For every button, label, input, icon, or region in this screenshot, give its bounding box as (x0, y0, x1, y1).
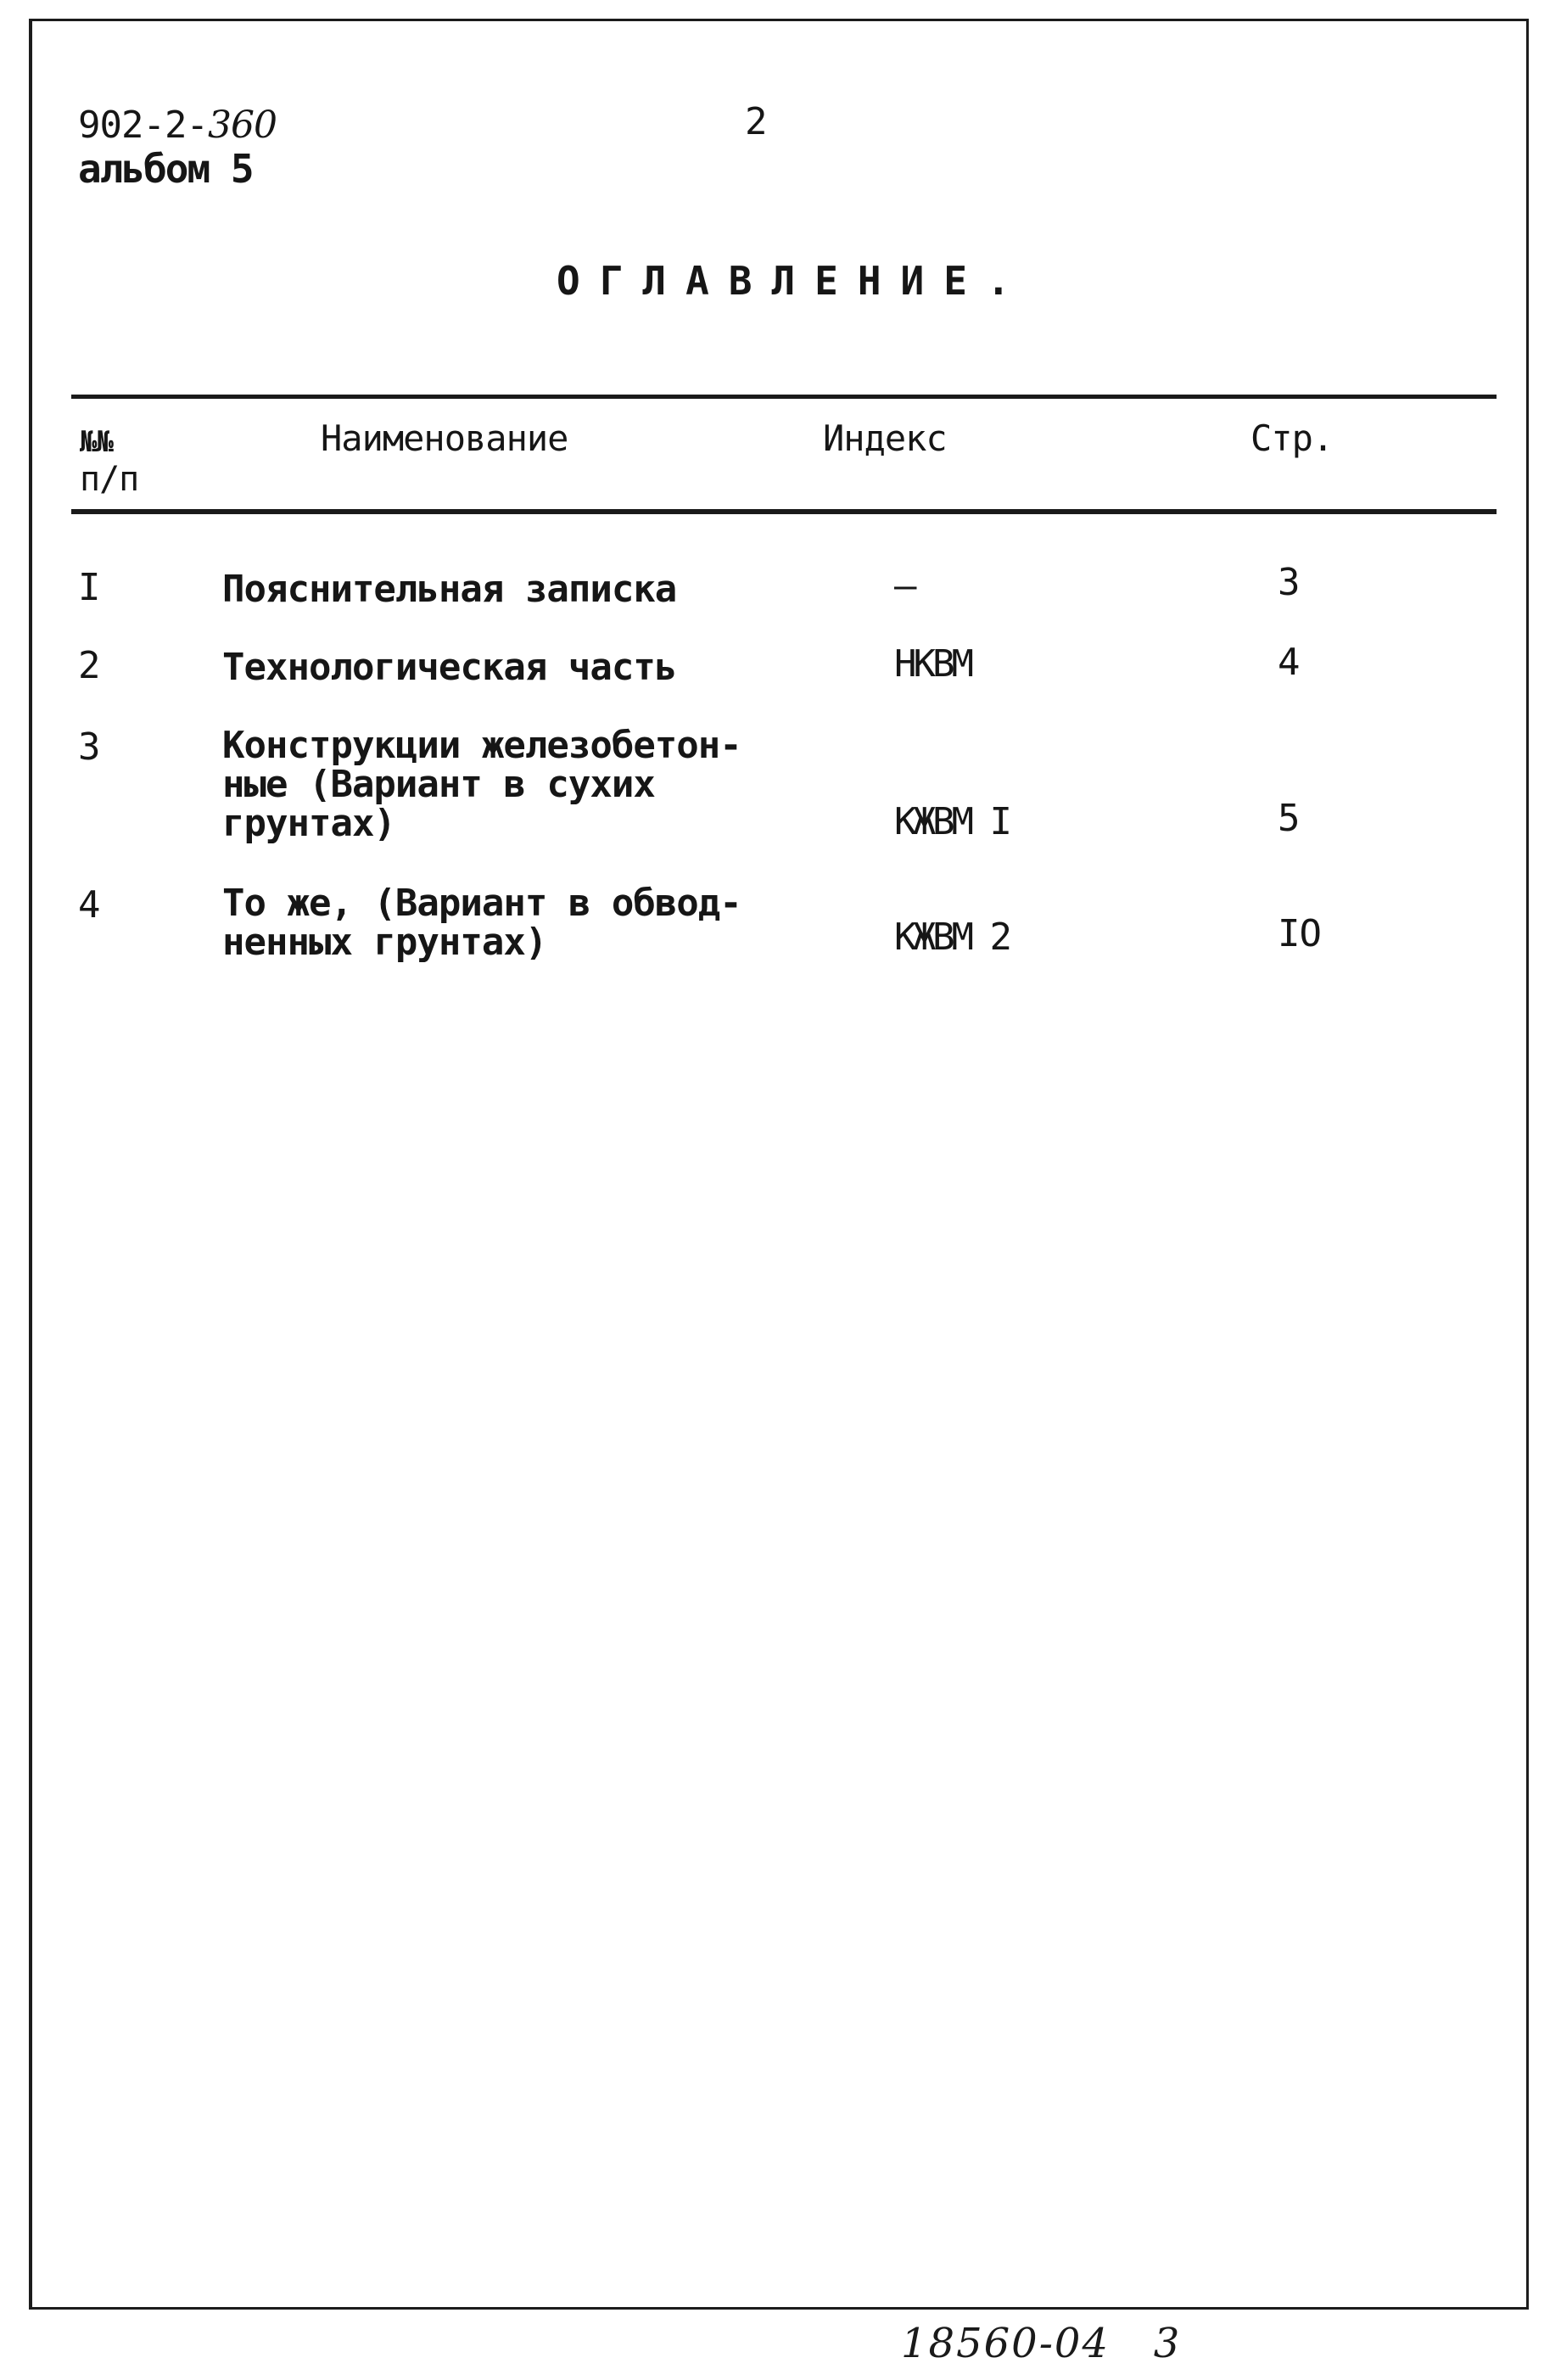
row-4-page: IO (1278, 912, 1321, 955)
inventory-stamp (901, 2321, 1181, 2366)
column-header-name: Наименование (321, 417, 568, 459)
row-3-index: КЖВМ I (894, 800, 1009, 843)
inventory-number: 18560-04 (901, 2320, 1110, 2367)
document-code (78, 105, 277, 146)
row-2-number: 2 (78, 644, 100, 687)
row-2-index: НКВМ (894, 642, 971, 686)
inventory-page: 3 (1153, 2320, 1182, 2367)
row-2-name: Технологическая часть (222, 646, 677, 689)
row-1-index: – (894, 564, 914, 608)
row-3-page: 5 (1278, 797, 1300, 840)
row-3-name: Конструкции железобетон- ные (Вариант в сухих грунтах) (222, 724, 741, 845)
row-2-page: 4 (1278, 641, 1300, 684)
row-3-number: 3 (78, 725, 100, 769)
series-prefix: 902-2- (78, 104, 208, 147)
row-1-name: Пояснительная записка (222, 568, 677, 611)
row-1-page: 3 (1278, 561, 1300, 604)
table-header-rule (71, 509, 1497, 514)
page-frame (29, 19, 1529, 2310)
row-1-number: I (78, 566, 100, 609)
table-top-rule (71, 395, 1497, 399)
row-4-name: То же, (Вариант в обвод- ненных грунтах) (222, 882, 741, 964)
page-title: ОГЛАВЛЕНИЕ. (557, 258, 1030, 304)
album-label: альбом 5 (78, 146, 253, 192)
column-header-number: №№ (80, 425, 113, 459)
sheet-number: 2 (745, 100, 768, 143)
row-4-number: 4 (78, 883, 100, 927)
column-header-number-sub: п/п (80, 460, 139, 499)
series-number-handwritten: 360 (207, 104, 277, 147)
row-4-index: КЖВМ 2 (894, 916, 1009, 959)
column-header-page: Стр. (1250, 417, 1334, 459)
column-header-index: Индекс (823, 417, 947, 459)
